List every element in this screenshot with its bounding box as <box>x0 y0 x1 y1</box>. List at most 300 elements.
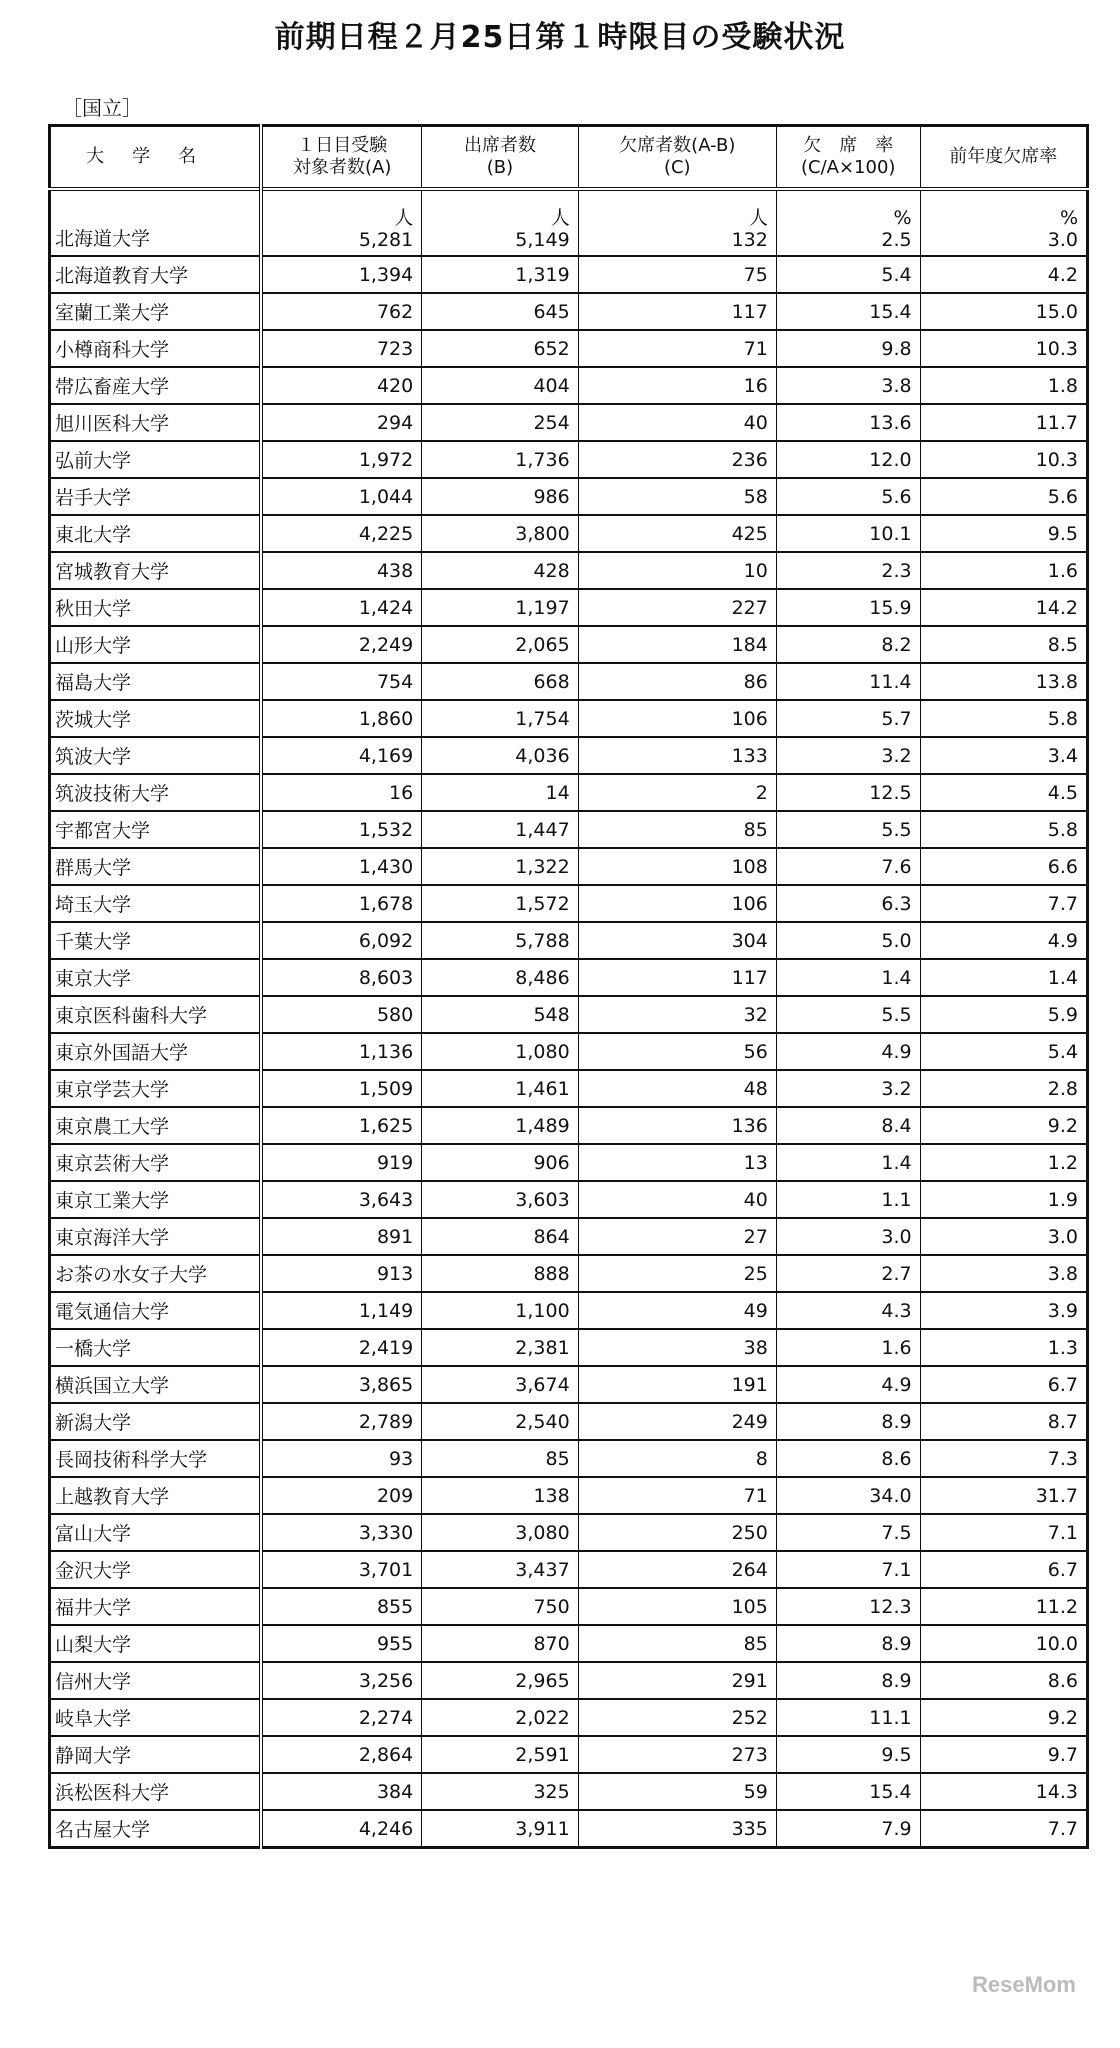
university-name-value: 名古屋大学 <box>55 1819 151 1841</box>
absentees-value: 40 <box>743 1188 768 1211</box>
header-attendees: 出席者数 (B) <box>422 126 578 190</box>
cell-attendees <box>422 1181 578 1218</box>
cell-absentees <box>578 1255 776 1292</box>
table-row <box>50 1514 1088 1551</box>
cell-absence-rate <box>776 256 920 293</box>
cell-prev-absence-rate <box>920 1329 1087 1366</box>
attendees-value: 3,674 <box>515 1373 570 1396</box>
cell-university-name <box>50 256 262 293</box>
absentees-value: 191 <box>731 1373 768 1396</box>
header-row <box>50 126 1088 190</box>
cell-attendees <box>422 922 578 959</box>
cell-absentees <box>578 885 776 922</box>
target-count-value: 4,225 <box>358 522 414 545</box>
university-name-value: 東京大学 <box>55 968 132 990</box>
absence-rate-value: 8.2 <box>881 633 912 656</box>
cell-attendees <box>422 1255 578 1292</box>
cell-university-name <box>50 367 262 404</box>
cell-university-name <box>50 959 262 996</box>
attendees-value: 85 <box>545 1447 570 1470</box>
cell-attendees <box>422 1292 578 1329</box>
absence-rate-value: 7.5 <box>881 1521 912 1544</box>
cell-prev-absence-rate <box>920 885 1087 922</box>
cell-university-name <box>50 478 262 515</box>
prev-absence-rate-value: 11.2 <box>1035 1595 1078 1618</box>
absence-rate-value: 1.6 <box>881 1336 912 1359</box>
prev-absence-rate-value: 7.7 <box>1047 892 1078 915</box>
cell-target-count <box>261 589 421 626</box>
university-name-value: 筑波技術大学 <box>55 783 170 805</box>
absentees-value: 304 <box>731 929 768 952</box>
absence-rate-value: 2.7 <box>881 1262 912 1285</box>
table-row <box>50 552 1088 589</box>
cell-prev-absence-rate <box>920 663 1087 700</box>
cell-target-count <box>261 1292 421 1329</box>
university-name-value: 東京海洋大学 <box>55 1227 170 1249</box>
table-row <box>50 1810 1088 1848</box>
attendees-value: 1,322 <box>515 855 570 878</box>
absence-rate-value: 8.4 <box>881 1114 912 1137</box>
cell-attendees <box>422 663 578 700</box>
cell-attendees <box>422 1551 578 1588</box>
target-count-value: 4,169 <box>358 744 414 767</box>
cell-prev-absence-rate <box>920 1366 1087 1403</box>
cell-prev-absence-rate <box>920 552 1087 589</box>
university-name-value: 宇都宮大学 <box>55 820 151 842</box>
cell-absence-rate <box>776 404 920 441</box>
table-row <box>50 848 1088 885</box>
prev-absence-rate-value: 13.8 <box>1035 670 1078 693</box>
cell-prev-absence-rate <box>920 404 1087 441</box>
table-row <box>50 1366 1088 1403</box>
cell-target-count <box>261 404 421 441</box>
attendees-value: 864 <box>533 1225 570 1248</box>
absence-rate-value: 11.4 <box>869 670 912 693</box>
table-row <box>50 1551 1088 1588</box>
absentees-value: 25 <box>743 1262 768 1285</box>
absentees-value: 184 <box>731 633 768 656</box>
cell-attendees <box>422 1329 578 1366</box>
cell-absence-rate <box>776 996 920 1033</box>
university-name-value: 小樽商科大学 <box>55 339 170 361</box>
unit-label: % <box>1059 207 1078 229</box>
cell-attendees <box>422 1366 578 1403</box>
cell-prev-absence-rate <box>920 1070 1087 1107</box>
prev-absence-rate-value: 1.3 <box>1047 1336 1078 1359</box>
absentees-value: 227 <box>731 596 768 619</box>
target-count-value: 16 <box>389 781 414 804</box>
table-row <box>50 589 1088 626</box>
cell-university-name <box>50 922 262 959</box>
absence-rate-value: 8.9 <box>881 1410 912 1433</box>
table-row <box>50 478 1088 515</box>
cell-absentees <box>578 811 776 848</box>
cell-attendees <box>422 1736 578 1773</box>
absence-rate-value: 1.1 <box>881 1188 912 1211</box>
target-count-value: 420 <box>376 374 414 397</box>
cell-target-count <box>261 885 421 922</box>
cell-target-count <box>261 1218 421 1255</box>
absentees-value: 264 <box>731 1558 768 1581</box>
university-name-value: 旭川医科大学 <box>55 413 170 435</box>
prev-absence-rate-value: 3.9 <box>1047 1299 1078 1322</box>
cell-absentees <box>578 1292 776 1329</box>
absentees-value: 106 <box>731 892 768 915</box>
table-row <box>50 1736 1088 1773</box>
resemom-watermark: ReseMom <box>972 1972 1076 1997</box>
table-row <box>50 626 1088 663</box>
section-label: ［国立］ <box>62 96 142 120</box>
target-count-value: 2,274 <box>358 1706 414 1729</box>
cell-attendees <box>422 1477 578 1514</box>
target-count-value: 1,149 <box>358 1299 414 1322</box>
target-count-value: 955 <box>376 1632 414 1655</box>
prev-absence-rate-value: 5.8 <box>1047 707 1078 730</box>
cell-target-count <box>261 1366 421 1403</box>
table-row <box>50 1662 1088 1699</box>
cell-target-count <box>261 1588 421 1625</box>
cell-absence-rate <box>776 1662 920 1699</box>
prev-absence-rate-value: 9.2 <box>1047 1706 1078 1729</box>
cell-prev-absence-rate <box>920 1625 1087 1662</box>
absentees-value: 56 <box>743 1040 768 1063</box>
prev-absence-rate-value: 6.7 <box>1047 1373 1078 1396</box>
cell-university-name <box>50 1403 262 1440</box>
target-count-value: 1,532 <box>358 818 414 841</box>
cell-attendees <box>422 885 578 922</box>
cell-absentees <box>578 922 776 959</box>
cell-absentees <box>578 848 776 885</box>
cell-absence-rate <box>776 552 920 589</box>
absentees-value: 59 <box>743 1780 768 1803</box>
attendees-value: 652 <box>533 337 570 360</box>
target-count-value: 1,430 <box>358 855 414 878</box>
university-name-value: 北海道大学 <box>55 228 151 250</box>
cell-absentees <box>578 1033 776 1070</box>
prev-absence-rate-value: 5.9 <box>1047 1003 1078 1026</box>
university-name-value: 千葉大学 <box>55 931 132 953</box>
cell-absentees <box>578 1773 776 1810</box>
cell-absence-rate <box>776 1625 920 1662</box>
table-row <box>50 1625 1088 1662</box>
unit-label: 人 <box>394 207 414 229</box>
cell-target-count <box>261 959 421 996</box>
cell-prev-absence-rate <box>920 589 1087 626</box>
cell-absence-rate <box>776 626 920 663</box>
cell-attendees <box>422 1107 578 1144</box>
cell-target-count <box>261 1699 421 1736</box>
cell-prev-absence-rate <box>920 515 1087 552</box>
table-row <box>50 1033 1088 1070</box>
cell-prev-absence-rate <box>920 478 1087 515</box>
attendees-value: 5,149 <box>515 229 570 251</box>
university-name-value: 宮城教育大学 <box>55 561 170 583</box>
university-name-value: 岐阜大学 <box>55 1708 132 1730</box>
attendees-value: 1,736 <box>515 448 570 471</box>
cell-university-name <box>50 1070 262 1107</box>
cell-university-name <box>50 996 262 1033</box>
cell-university-name <box>50 515 262 552</box>
cell-prev-absence-rate <box>920 330 1087 367</box>
prev-absence-rate-value: 9.7 <box>1047 1743 1078 1766</box>
attendees-value: 1,489 <box>515 1114 570 1137</box>
target-count-value: 1,625 <box>358 1114 414 1137</box>
absence-rate-value: 7.6 <box>881 855 912 878</box>
table-row <box>50 1070 1088 1107</box>
absentees-value: 48 <box>743 1077 768 1100</box>
target-count-value: 913 <box>376 1262 414 1285</box>
absentees-value: 136 <box>731 1114 768 1137</box>
target-count-value: 8,603 <box>358 966 414 989</box>
prev-absence-rate-value: 9.5 <box>1047 522 1078 545</box>
prev-absence-rate-value: 14.3 <box>1035 1780 1078 1803</box>
cell-university-name <box>50 1699 262 1736</box>
absence-rate-value: 5.4 <box>881 263 912 286</box>
cell-prev-absence-rate <box>920 1403 1087 1440</box>
cell-attendees <box>422 626 578 663</box>
absentees-value: 236 <box>731 448 768 471</box>
attendees-value: 1,447 <box>515 818 570 841</box>
table-row <box>50 996 1088 1033</box>
cell-target-count <box>261 1144 421 1181</box>
cell-absentees <box>578 478 776 515</box>
cell-prev-absence-rate <box>920 1033 1087 1070</box>
cell-absence-rate <box>776 774 920 811</box>
absentees-value: 105 <box>731 1595 768 1618</box>
university-name-value: 東北大学 <box>55 524 132 546</box>
cell-absentees <box>578 774 776 811</box>
attendees-value: 668 <box>533 670 570 693</box>
cell-prev-absence-rate <box>920 1292 1087 1329</box>
cell-university-name <box>50 1181 262 1218</box>
cell-university-name <box>50 1625 262 1662</box>
university-name-value: 信州大学 <box>55 1671 132 1693</box>
table-row <box>50 441 1088 478</box>
university-name-value: 新潟大学 <box>55 1412 132 1434</box>
attendees-value: 888 <box>533 1262 570 1285</box>
cell-university-name <box>50 1736 262 1773</box>
cell-university-name <box>50 885 262 922</box>
cell-prev-absence-rate <box>920 1107 1087 1144</box>
prev-absence-rate-value: 1.2 <box>1047 1151 1078 1174</box>
cell-target-count <box>261 811 421 848</box>
cell-absence-rate <box>776 1107 920 1144</box>
attendees-value: 1,754 <box>515 707 570 730</box>
cell-target-count <box>261 1107 421 1144</box>
attendees-value: 404 <box>533 374 570 397</box>
university-name-value: 埼玉大学 <box>55 894 132 916</box>
cell-attendees <box>422 367 578 404</box>
attendees-value: 1,100 <box>515 1299 570 1322</box>
absentees-value: 117 <box>731 300 768 323</box>
university-name-value: 静岡大学 <box>55 1745 132 1767</box>
university-name-value: 茨城大学 <box>55 709 132 731</box>
prev-absence-rate-value: 3.0 <box>1047 1225 1078 1248</box>
absentees-value: 71 <box>743 1484 768 1507</box>
cell-target-count <box>261 737 421 774</box>
cell-absentees <box>578 1366 776 1403</box>
cell-absence-rate <box>776 1255 920 1292</box>
university-name-value: 上越教育大学 <box>55 1486 170 1508</box>
cell-absentees <box>578 1625 776 1662</box>
university-name-value: 電気通信大学 <box>55 1301 170 1323</box>
absence-rate-value: 3.2 <box>881 1077 912 1100</box>
absentees-value: 85 <box>743 818 768 841</box>
university-name-value: 弘前大学 <box>55 450 132 472</box>
university-name-value: 筑波大学 <box>55 746 132 768</box>
cell-prev-absence-rate <box>920 848 1087 885</box>
cell-absence-rate <box>776 1736 920 1773</box>
cell-attendees <box>422 1625 578 1662</box>
cell-attendees <box>422 1218 578 1255</box>
absence-rate-value: 9.5 <box>881 1743 912 1766</box>
cell-absence-rate <box>776 1588 920 1625</box>
cell-target-count <box>261 189 421 256</box>
absence-rate-value: 12.3 <box>869 1595 912 1618</box>
cell-university-name <box>50 1551 262 1588</box>
attendees-value: 8,486 <box>515 966 570 989</box>
university-name-value: 福島大学 <box>55 672 132 694</box>
prev-absence-rate-value: 8.6 <box>1047 1669 1078 1692</box>
cell-absentees <box>578 1662 776 1699</box>
prev-absence-rate-value: 5.6 <box>1047 485 1078 508</box>
absence-rate-value: 6.3 <box>881 892 912 915</box>
cell-absence-rate <box>776 737 920 774</box>
cell-absence-rate <box>776 1070 920 1107</box>
table-row <box>50 774 1088 811</box>
cell-prev-absence-rate <box>920 1477 1087 1514</box>
absentees-value: 58 <box>743 485 768 508</box>
attendees-value: 1,461 <box>515 1077 570 1100</box>
cell-attendees <box>422 589 578 626</box>
prev-absence-rate-value: 11.7 <box>1035 411 1078 434</box>
cell-attendees <box>422 256 578 293</box>
cell-target-count <box>261 663 421 700</box>
cell-absence-rate <box>776 478 920 515</box>
university-name-value: 長岡技術科学大学 <box>55 1449 208 1471</box>
attendees-value: 1,080 <box>515 1040 570 1063</box>
header-target-count: １日目受験 対象者数(A) <box>261 126 421 190</box>
cell-target-count <box>261 1773 421 1810</box>
cell-target-count <box>261 1477 421 1514</box>
cell-target-count <box>261 441 421 478</box>
university-name-value: 富山大学 <box>55 1523 132 1545</box>
cell-attendees <box>422 996 578 1033</box>
target-count-value: 1,394 <box>358 263 414 286</box>
cell-absentees <box>578 367 776 404</box>
cell-absence-rate <box>776 1440 920 1477</box>
cell-absence-rate <box>776 700 920 737</box>
absence-rate-value: 8.9 <box>881 1669 912 1692</box>
target-count-value: 209 <box>376 1484 414 1507</box>
cell-university-name <box>50 811 262 848</box>
cell-absence-rate <box>776 1773 920 1810</box>
unit-label: 人 <box>748 207 768 229</box>
cell-university-name <box>50 663 262 700</box>
cell-absence-rate <box>776 367 920 404</box>
absence-rate-value: 12.0 <box>869 448 912 471</box>
table-row <box>50 256 1088 293</box>
cell-prev-absence-rate <box>920 293 1087 330</box>
absence-rate-value: 4.9 <box>881 1040 912 1063</box>
absence-rate-value: 34.0 <box>869 1484 912 1507</box>
absentees-value: 2 <box>755 781 768 804</box>
cell-university-name <box>50 441 262 478</box>
absence-rate-value: 7.1 <box>881 1558 912 1581</box>
absentees-value: 132 <box>731 229 768 251</box>
cell-target-count <box>261 1181 421 1218</box>
target-count-value: 723 <box>376 337 414 360</box>
cell-absence-rate <box>776 189 920 256</box>
attendees-value: 1,572 <box>515 892 570 915</box>
cell-absentees <box>578 441 776 478</box>
cell-university-name <box>50 1255 262 1292</box>
cell-absentees <box>578 1440 776 1477</box>
absentees-value: 10 <box>743 559 768 582</box>
exam-status-table <box>48 124 1089 1849</box>
table-row <box>50 404 1088 441</box>
target-count-value: 1,678 <box>358 892 414 915</box>
table-row <box>50 1440 1088 1477</box>
cell-absentees <box>578 256 776 293</box>
university-name-value: 東京外国語大学 <box>55 1042 189 1064</box>
attendees-value: 870 <box>533 1632 570 1655</box>
cell-university-name <box>50 1033 262 1070</box>
attendees-value: 2,022 <box>515 1706 570 1729</box>
unit-label: % <box>893 207 912 229</box>
target-count-value: 2,249 <box>358 633 414 656</box>
attendees-value: 548 <box>533 1003 570 1026</box>
cell-target-count <box>261 774 421 811</box>
header-absentees: 欠席者数(A-B) (C) <box>578 126 776 190</box>
cell-absentees <box>578 1810 776 1848</box>
absentees-value: 40 <box>743 411 768 434</box>
cell-absentees <box>578 996 776 1033</box>
absentees-value: 49 <box>743 1299 768 1322</box>
target-count-value: 2,864 <box>358 1743 414 1766</box>
attendees-value: 5,788 <box>515 929 570 952</box>
absence-rate-value: 4.3 <box>881 1299 912 1322</box>
cell-university-name <box>50 1144 262 1181</box>
cell-target-count <box>261 1551 421 1588</box>
cell-target-count <box>261 1070 421 1107</box>
table-row <box>50 1699 1088 1736</box>
prev-absence-rate-value: 8.7 <box>1047 1410 1078 1433</box>
absence-rate-value: 7.9 <box>881 1817 912 1840</box>
cell-university-name <box>50 1329 262 1366</box>
university-name-value: 福井大学 <box>55 1597 132 1619</box>
cell-target-count <box>261 293 421 330</box>
cell-attendees <box>422 189 578 256</box>
cell-absentees <box>578 404 776 441</box>
cell-target-count <box>261 1403 421 1440</box>
cell-prev-absence-rate <box>920 189 1087 256</box>
target-count-value: 1,136 <box>358 1040 414 1063</box>
attendees-value: 750 <box>533 1595 570 1618</box>
cell-university-name <box>50 1292 262 1329</box>
cell-absence-rate <box>776 1477 920 1514</box>
cell-university-name <box>50 552 262 589</box>
cell-absentees <box>578 1181 776 1218</box>
cell-absentees <box>578 959 776 996</box>
table-row <box>50 1477 1088 1514</box>
attendees-value: 986 <box>533 485 570 508</box>
cell-absentees <box>578 189 776 256</box>
cell-prev-absence-rate <box>920 996 1087 1033</box>
target-count-value: 891 <box>376 1225 414 1248</box>
table-row <box>50 1255 1088 1292</box>
attendees-value: 1,197 <box>515 596 570 619</box>
